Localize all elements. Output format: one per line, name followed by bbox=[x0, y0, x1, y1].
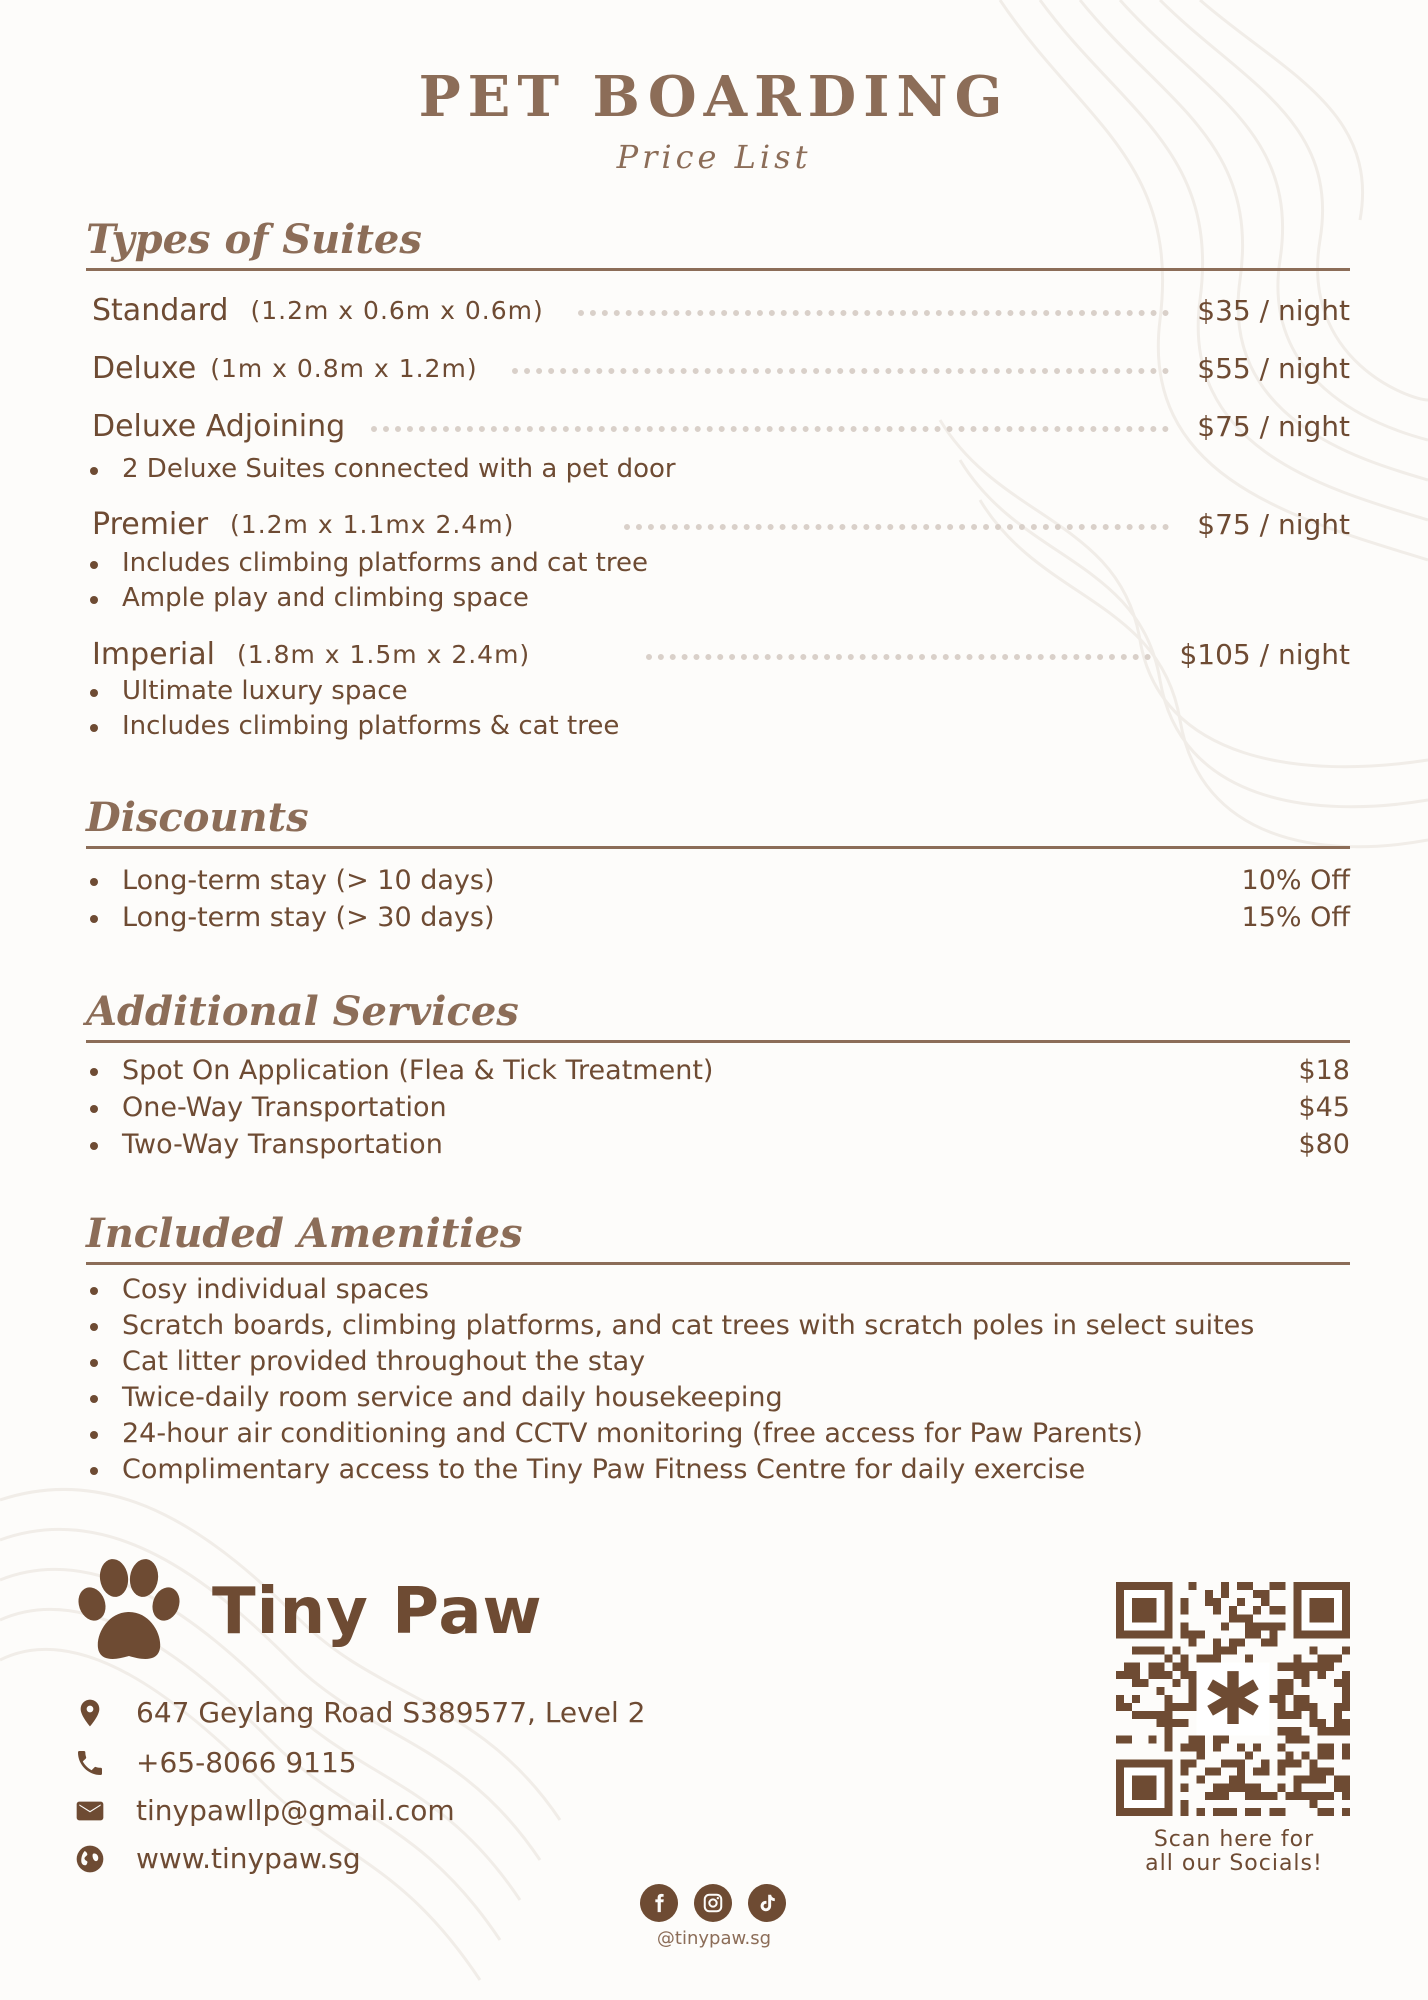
qr-caption-line: Scan here for bbox=[1153, 1827, 1315, 1852]
location-pin-icon bbox=[74, 1697, 106, 1729]
list-item: Twice-daily room service and daily housekeeping bbox=[88, 1380, 1350, 1416]
services-list bbox=[88, 1052, 1350, 1163]
qr-caption-line: all our Socials! bbox=[1145, 1851, 1323, 1876]
suite-row-premier bbox=[92, 502, 1350, 546]
phone-icon bbox=[74, 1747, 106, 1779]
email-text[interactable]: tinypawllp@gmail.com bbox=[136, 1794, 455, 1827]
service-label: One-Way Transportation bbox=[122, 1092, 447, 1123]
suites-heading: Types of Suites bbox=[86, 214, 1350, 271]
suite-features-imperial bbox=[88, 674, 1350, 744]
dot-leader bbox=[371, 426, 1169, 432]
suite-features-premier bbox=[88, 546, 1350, 616]
suite-name: Deluxe Adjoining bbox=[92, 408, 346, 444]
amenities-heading: Included Amenities bbox=[86, 1208, 1350, 1265]
suite-name: Imperial bbox=[92, 636, 215, 672]
suite-row-deluxe bbox=[92, 346, 1350, 390]
list-item: Complimentary access to the Tiny Paw Fitness Centre for daily exercise bbox=[88, 1452, 1350, 1488]
suite-name: Deluxe bbox=[92, 350, 197, 386]
facebook-icon[interactable] bbox=[640, 1884, 678, 1922]
contact-website bbox=[74, 1842, 361, 1875]
list-item bbox=[88, 862, 1350, 899]
service-label: Spot On Application (Flea & Tick Treatment) bbox=[122, 1055, 714, 1086]
phone-text[interactable]: +65-8066 9115 bbox=[136, 1746, 357, 1779]
service-price: $80 bbox=[1298, 1129, 1350, 1160]
paw-icon bbox=[72, 1556, 184, 1668]
suite-dimensions: (1.8m x 1.5m x 2.4m) bbox=[236, 639, 531, 669]
instagram-icon[interactable] bbox=[694, 1884, 732, 1922]
list-item: Cosy individual spaces bbox=[88, 1272, 1350, 1308]
address-text: 647 Geylang Road S389577, Level 2 bbox=[136, 1696, 646, 1729]
tiktok-icon[interactable] bbox=[748, 1884, 786, 1922]
suite-dimensions: (1m x 0.8m x 1.2m) bbox=[210, 353, 478, 383]
qr-code[interactable] bbox=[1116, 1582, 1350, 1816]
suite-row-standard bbox=[92, 288, 1350, 332]
suite-dimensions: (1.2m x 0.6m x 0.6m) bbox=[250, 295, 544, 325]
discounts-heading: Discounts bbox=[86, 792, 1350, 849]
suite-name: Standard bbox=[92, 292, 229, 328]
suite-dimensions: (1.2m x 1.1mx 2.4m) bbox=[230, 509, 515, 539]
social-icons bbox=[640, 1884, 786, 1922]
discount-value: 15% Off bbox=[1241, 902, 1350, 933]
suite-price: $75 / night bbox=[1197, 409, 1350, 443]
contact-email bbox=[74, 1794, 455, 1827]
list-item: Ample play and climbing space bbox=[88, 581, 1350, 616]
suite-name: Premier bbox=[92, 506, 209, 542]
globe-icon bbox=[74, 1843, 106, 1875]
service-label: Two-Way Transportation bbox=[122, 1129, 443, 1160]
suite-price: $55 / night bbox=[1197, 351, 1350, 385]
dot-leader bbox=[512, 368, 1170, 374]
dot-leader bbox=[578, 310, 1170, 316]
brand-logo bbox=[72, 1556, 543, 1668]
services-heading: Additional Services bbox=[86, 986, 1350, 1043]
discount-value: 10% Off bbox=[1241, 865, 1350, 896]
suite-price: $75 / night bbox=[1197, 507, 1350, 541]
discounts-list bbox=[88, 862, 1350, 936]
list-item: Scratch boards, climbing platforms, and cat trees with scratch poles in select suites bbox=[88, 1308, 1350, 1344]
contact-phone bbox=[74, 1746, 357, 1779]
list-item bbox=[88, 1052, 1350, 1089]
list-item bbox=[88, 1126, 1350, 1163]
contact-address bbox=[74, 1696, 645, 1729]
discount-label: Long-term stay (> 30 days) bbox=[122, 902, 495, 933]
suite-row-imperial bbox=[92, 632, 1350, 676]
list-item bbox=[88, 899, 1350, 936]
list-item: Includes climbing platforms & cat tree bbox=[88, 709, 1350, 744]
list-item: Includes climbing platforms and cat tree bbox=[88, 546, 1350, 581]
svg-text:✱: ✱ bbox=[1202, 1658, 1264, 1743]
page-subtitle: Price List bbox=[616, 138, 812, 176]
suite-row-deluxe-adjoining bbox=[92, 404, 1350, 448]
list-item: Ultimate luxury space bbox=[88, 674, 1350, 709]
list-item: Cat litter provided throughout the stay bbox=[88, 1344, 1350, 1380]
suite-price: $105 / night bbox=[1179, 637, 1350, 671]
service-price: $18 bbox=[1298, 1055, 1350, 1086]
dot-leader bbox=[646, 654, 1151, 660]
list-item: 24-hour air conditioning and CCTV monitoring (free access for Paw Parents) bbox=[88, 1416, 1350, 1452]
website-link[interactable]: www.tinypaw.sg bbox=[136, 1842, 361, 1875]
suite-price: $35 / night bbox=[1197, 293, 1350, 327]
brand-name: Tiny Paw bbox=[212, 1575, 543, 1649]
service-price: $45 bbox=[1298, 1092, 1350, 1123]
list-item bbox=[88, 1089, 1350, 1126]
list-item: 2 Deluxe Suites connected with a pet door bbox=[88, 452, 1350, 487]
amenities-list bbox=[88, 1272, 1350, 1488]
suite-features-deluxe-adjoining bbox=[88, 452, 1350, 487]
social-handle: @tinypaw.sg bbox=[656, 1928, 772, 1949]
discount-label: Long-term stay (> 10 days) bbox=[122, 865, 495, 896]
dot-leader bbox=[624, 524, 1169, 530]
qr-caption bbox=[1106, 1828, 1362, 1876]
mail-icon bbox=[74, 1795, 106, 1827]
page-title: PET BOARDING bbox=[418, 64, 1010, 130]
